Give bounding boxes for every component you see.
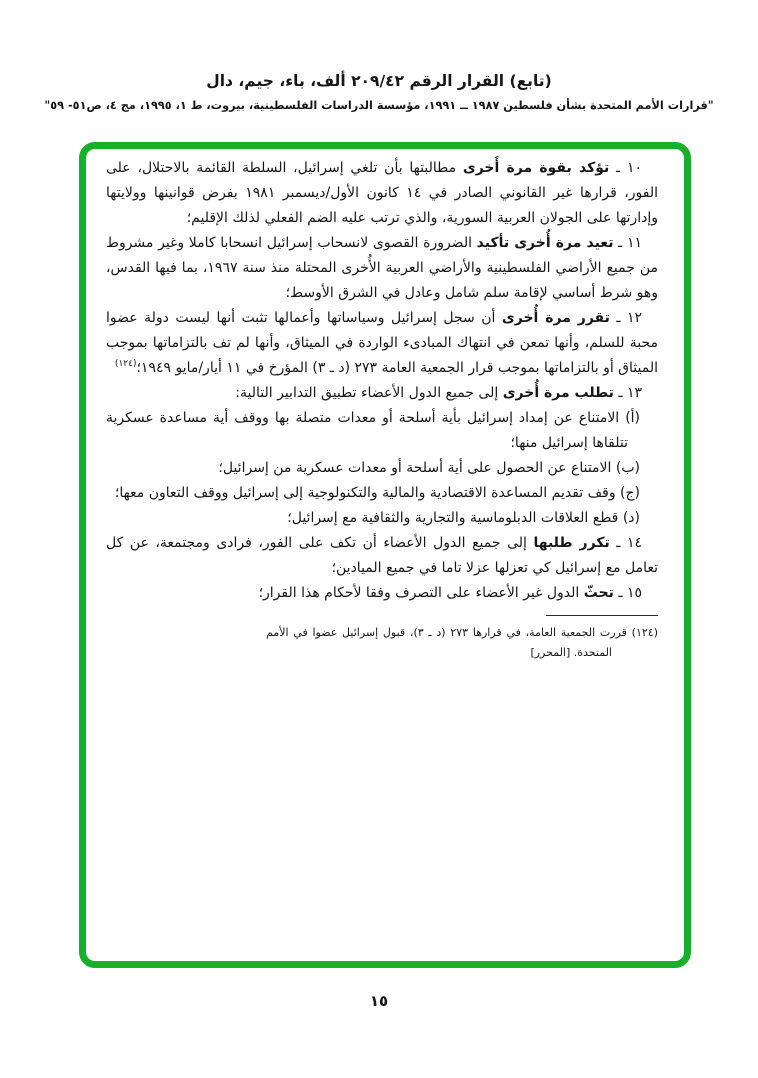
resolution-title: (تابع) القرار الرقم ٢٠٩/٤٢ ألف، باء، جيم، دال [206, 72, 552, 90]
page-number: ١٥ [369, 992, 389, 1010]
resolution-paragraph-15 [106, 581, 658, 606]
sub-item-b [106, 456, 658, 481]
paragraph-number: ١٤ ـ [616, 535, 642, 551]
resolution-paragraph-11 [106, 231, 658, 306]
footnote-text: قررت الجمعية العامة، في قرارها ٢٧٣ (د ـ ٣)، قبول إسرائيل عضوا في الأمم المتحدة. [المحرر] [266, 626, 627, 659]
operative-clause-lead: تؤكد بقوة مرة أُخرى [462, 160, 610, 176]
paragraph-text: أن سجل إسرائيل وسياساتها وأعمالها تثبت أنها ليست دولة عضوا محبة للسلم، وأنها تمعن في انتهاك المبادىء الواردة في الميثاق، وأنها لم تف بالتزاماتها بموجب الميثاق أو بالتزاماتها بموجب قرار الجمعية العامة ٢٧٣ (د ـ ٣) المؤرخ في ١١ أيار/مايو ١٩٤٩؛ [106, 310, 658, 376]
operative-clause-lead: تقرر مرة أُخرى [501, 310, 610, 326]
operative-clause-lead: تحثّ [583, 585, 614, 601]
sub-item-letter: (ج) [620, 485, 640, 501]
footnote-block [266, 615, 658, 663]
paragraph-text: الضرورة القصوى لانسحاب إسرائيل انسحابا كاملا وغير مشروط من جميع الأراضي الفلسطينية والأراضي العربية الأُخرى المحتلة منذ سنة ١٩٦٧، بما فيها القدس، وهو شرط أساسي لإقامة سلم شامل وعادل في الشرق الأوسط؛ [106, 235, 658, 301]
paragraph-number: ١٥ ـ [618, 585, 642, 601]
footnote-marker: (١٢٤) [631, 626, 658, 639]
sub-item-text: الامتناع عن الحصول على أية أسلحة أو معدات عسكرية من إسرائيل؛ [218, 460, 612, 476]
resolution-paragraph-10 [106, 156, 658, 231]
paragraph-text: إلى جميع الدول الأعضاء أن تكف على الفور، فرادى ومجتمعة، عن كل تعامل مع إسرائيل كي تعزلها عزلا تاما في جميع الميادين؛ [106, 535, 658, 576]
sub-item-letter: (د) [622, 510, 640, 526]
operative-clause-lead: تطلب مرة أُخرى [502, 385, 614, 401]
footnote-separator-rule [546, 615, 658, 616]
sub-item-text: قطع العلاقات الدبلوماسية والتجارية والثقافية مع إسرائيل؛ [287, 510, 619, 526]
operative-clause-lead: تعيد مرة أُخرى تأكيد [476, 235, 614, 251]
green-highlight-frame [79, 142, 691, 968]
paragraph-number: ١١ ـ [618, 235, 642, 251]
sub-item-letter: (أ) [625, 410, 641, 426]
sub-item-text: الامتناع عن إمداد إسرائيل بأية أسلحة أو معدات متصلة بها ووقف أية مساعدة عسكرية تتلقاها إسرائيل منها؛ [106, 410, 628, 451]
paragraph-text: الدول غير الأعضاء على التصرف وفقا لأحكام هذا القرار؛ [258, 585, 580, 601]
resolution-paragraph-12 [106, 306, 658, 381]
footnote-reference-mark: (١٢٤) [114, 359, 137, 369]
sub-item-text: وقف تقديم المساعدة الاقتصادية والمالية والتكنولوجية إلى إسرائيل ووقف التعاون معها؛ [114, 485, 616, 501]
paragraph-number: ١٢ ـ [616, 310, 643, 326]
footnote [266, 623, 658, 663]
sub-item-d [106, 506, 658, 531]
paragraph-number: ١٠ ـ [616, 160, 642, 176]
operative-clause-lead: تكرر طلبها [533, 535, 610, 551]
paragraph-text: مطالبتها بأن تلغي إسرائيل، السلطة القائمة بالاحتلال، على الفور، قرارها غير القانوني الصادر في ١٤ كانون الأول/ديسمبر ١٩٨١ بفرض قوانينها وولايتها وإدارتها على الجولان العربية السورية، والذي ترتب عليه الضم الفعلي لذلك الإقليم؛ [106, 160, 658, 226]
document-header [0, 72, 758, 112]
source-citation: "قرارات الأمم المتحدة بشأن فلسطين ١٩٨٧ ــ ١٩٩١، مؤسسة الدراسات الفلسطينية، بيروت، ط ١، ١٩٩٥، مج ٤، ص٥١- ٥٩" [44, 99, 714, 112]
paragraph-number: ١٣ ـ [618, 385, 642, 401]
sub-item-a [106, 406, 658, 456]
paragraph-text: إلى جميع الدول الأعضاء تطبيق التدابير التالية: [235, 385, 499, 401]
resolution-paragraph-13 [106, 381, 658, 406]
resolution-paragraph-14 [106, 531, 658, 581]
sub-item-letter: (ب) [615, 460, 640, 476]
sub-item-c [106, 481, 658, 506]
resolution-body [106, 156, 658, 957]
